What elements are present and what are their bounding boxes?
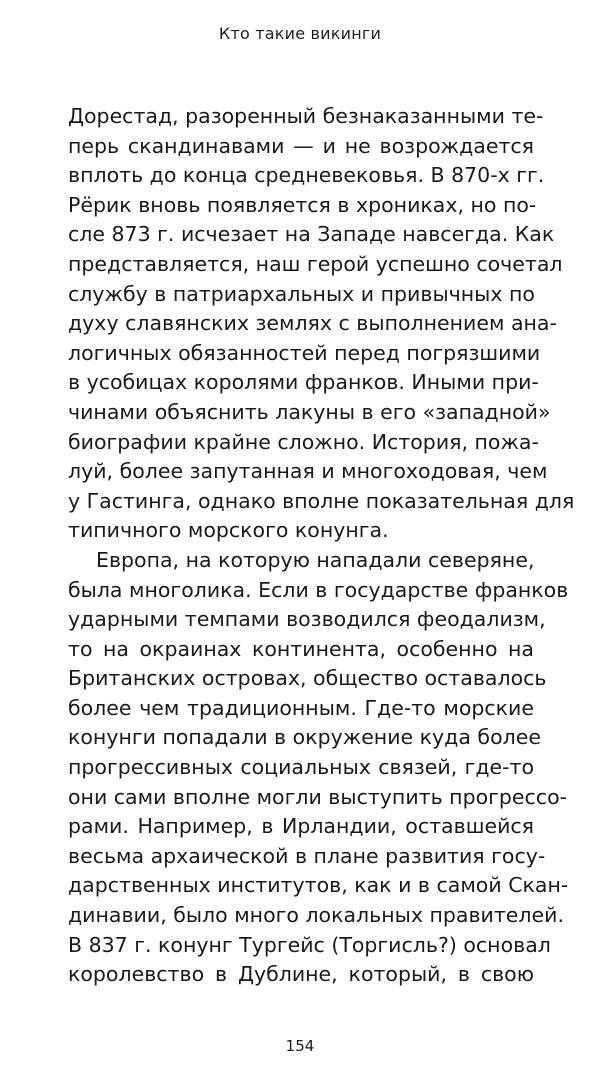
paragraph	[68, 102, 575, 546]
text-line: сле 873 г. исчезает на Западе навсегда. Как	[68, 222, 555, 247]
text-line: дарственных институтов, как и в самой Скан-	[68, 873, 569, 898]
text-line: службу в патриархальных и привычных по	[68, 281, 535, 306]
text-line: Дорестад, разоренный безнаказанными те-	[68, 104, 544, 128]
text-line: вплоть до конца средневековья. В 870-х гг.	[68, 163, 545, 188]
text-line: логичных обязанностей перед погрязшими	[68, 340, 541, 365]
text-line: представляется, наш герой успешно сочетал	[68, 251, 563, 276]
text-line: В 837 г. конунг Тургейс (Торгисль?) основал	[68, 932, 551, 957]
text-line: типичного морского конунга.	[68, 518, 389, 543]
text-line: более чем традиционным. Где-то морские	[68, 695, 534, 720]
text-line: то на окраинах континента, особенно на	[68, 636, 534, 661]
text-line: весьма архаической в плане развития госу-	[68, 843, 546, 868]
paragraph	[68, 546, 569, 990]
text-line: луй, более запутанная и многоходовая, чем	[68, 459, 548, 484]
text-line: прогрессивных социальных связей, где-то	[68, 755, 534, 780]
running-head: Кто такие викинги	[218, 24, 382, 43]
text-line: королевство в Дублине, который, в свою	[68, 962, 534, 987]
text-line: конунги попадали в окружение куда более	[68, 725, 541, 750]
page-number: 154	[285, 1037, 315, 1055]
text-line: в усобицах королями франков. Иными при-	[68, 370, 539, 395]
text-line: ударными темпами возводился феодализм,	[68, 607, 546, 632]
text-line: динавии, было много локальных правителей.	[68, 903, 564, 928]
text-line: Британских островах, общество оставалось	[68, 666, 547, 691]
text-line: Европа, на которую нападали северяне,	[96, 547, 535, 572]
text-line: биографии крайне сложно. История, пожа-	[68, 429, 539, 454]
text-line: перь скандинавами — и не возрождается	[68, 133, 534, 158]
text-line: у Гастинга, однако вполне показательная для	[68, 488, 575, 513]
text-line: Рёрик вновь появляется в хрониках, но по-	[68, 192, 537, 217]
text-line: рами. Например, в Ирландии, оставшейся	[68, 814, 534, 839]
text-line: чинами объяснить лакуны в его «западной»	[68, 399, 551, 424]
page-text	[68, 102, 575, 990]
text-line: духу славянских землях с выполнением ана-	[68, 311, 557, 336]
text-line: была многолика. Если в государстве франков	[68, 577, 569, 602]
text-line: они сами вполне могли выступить прогрессо-	[68, 784, 568, 809]
